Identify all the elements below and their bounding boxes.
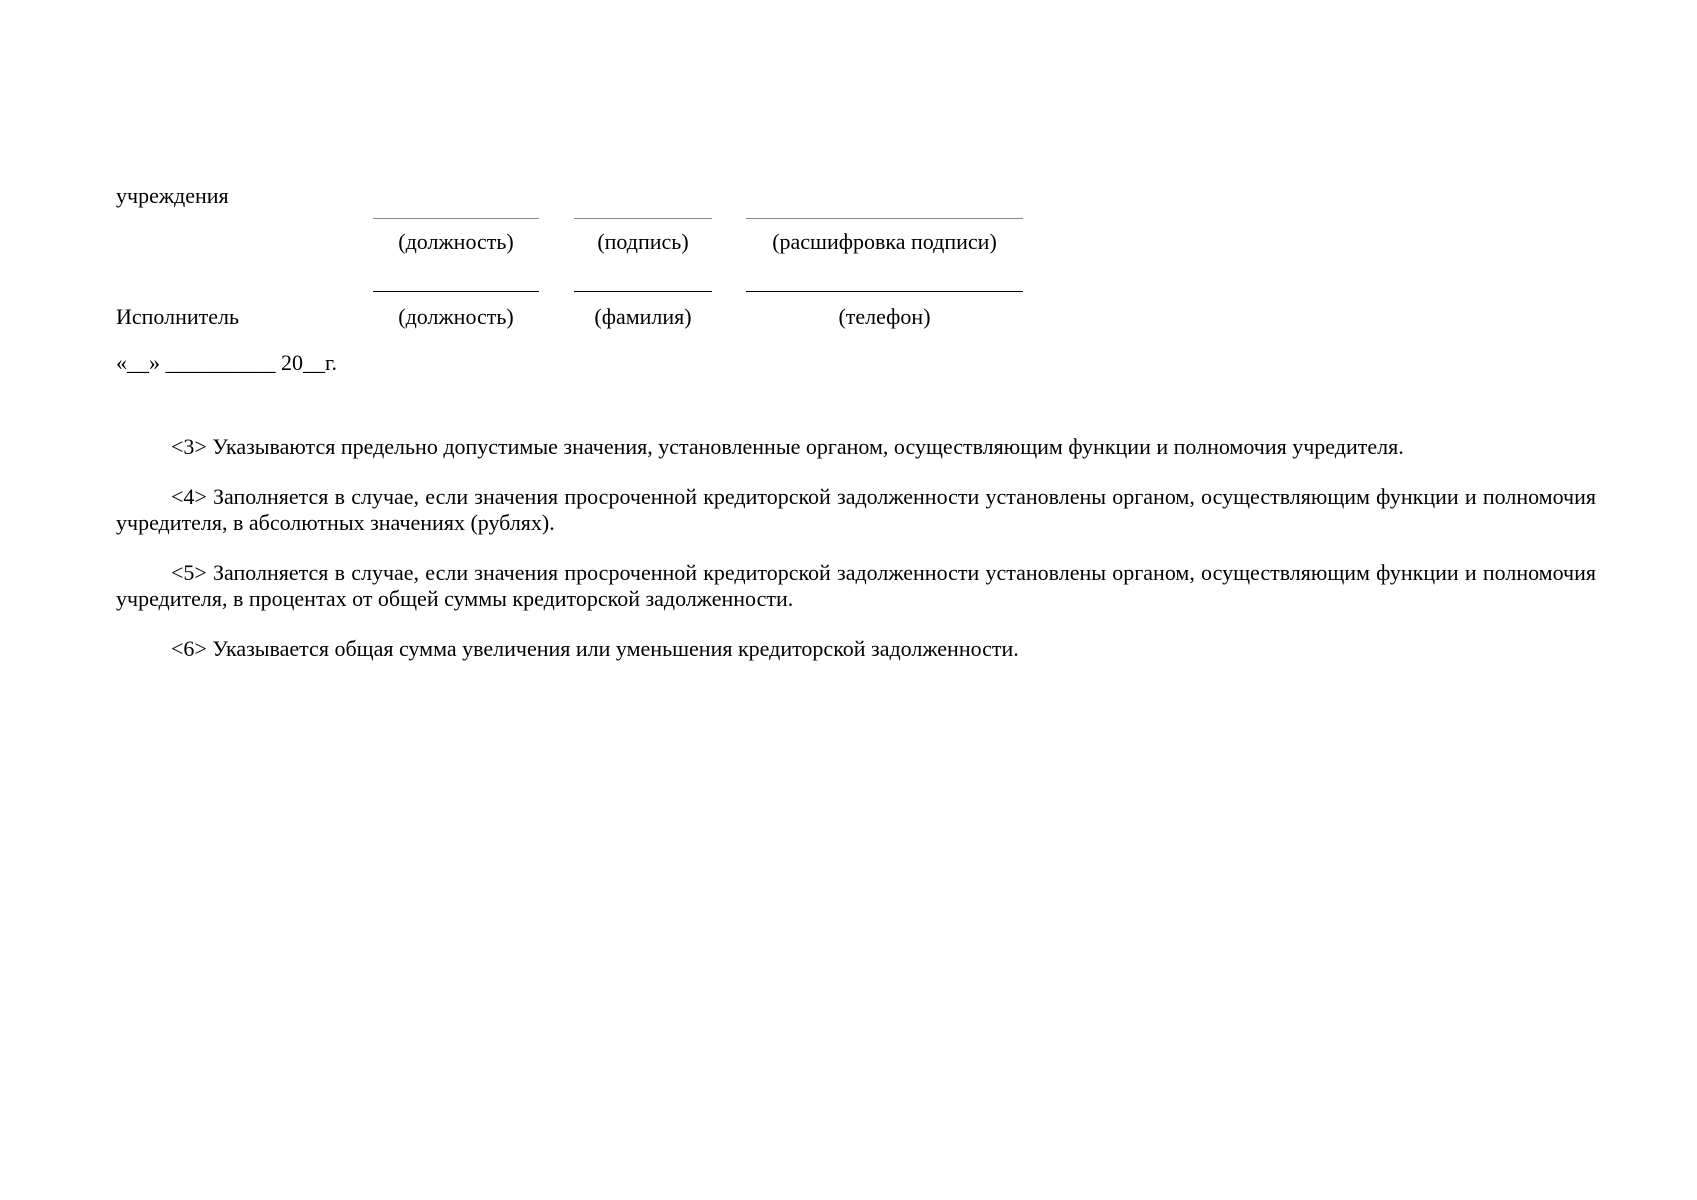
- institution-label: учреждения: [116, 183, 229, 208]
- head-position-caption: (должность): [398, 229, 514, 254]
- head-signature-line: [574, 218, 712, 219]
- executor-position-caption: (должность): [398, 304, 514, 329]
- executor-surname-line: [574, 291, 712, 292]
- head-position-line: [373, 218, 539, 219]
- footnote-5: <5> Заполняется в случае, если значения просроченной кредиторской задолженности установлены органом, осуществляющим функции и полномочия учредителя, в процентах от общей суммы кредиторской задолженности.: [116, 560, 1596, 611]
- footnotes: [116, 434, 1596, 686]
- date-line: «__» __________ 20__г.: [116, 350, 338, 375]
- executor-label: Исполнитель: [116, 304, 240, 329]
- head-decoding-caption: (расшифровка подписи): [772, 229, 997, 254]
- footnote-4: <4> Заполняется в случае, если значения просроченной кредиторской задолженности установлены органом, осуществляющим функции и полномочия учредителя, в абсолютных значениях (рублях).: [116, 484, 1596, 535]
- executor-surname-caption: (фамилия): [594, 304, 692, 329]
- head-signature-caption: (подпись): [597, 229, 689, 254]
- executor-position-line: [373, 291, 539, 292]
- executor-phone-caption: (телефон): [838, 304, 931, 329]
- footnote-6: <6> Указывается общая сумма увеличения или уменьшения кредиторской задолженности.: [171, 636, 1019, 661]
- head-decoding-line: [746, 218, 1023, 219]
- executor-phone-line: [746, 291, 1023, 292]
- footnote-3: <3> Указываются предельно допустимые значения, установленные органом, осуществляющим функции и полномочия учредителя.: [171, 434, 1404, 459]
